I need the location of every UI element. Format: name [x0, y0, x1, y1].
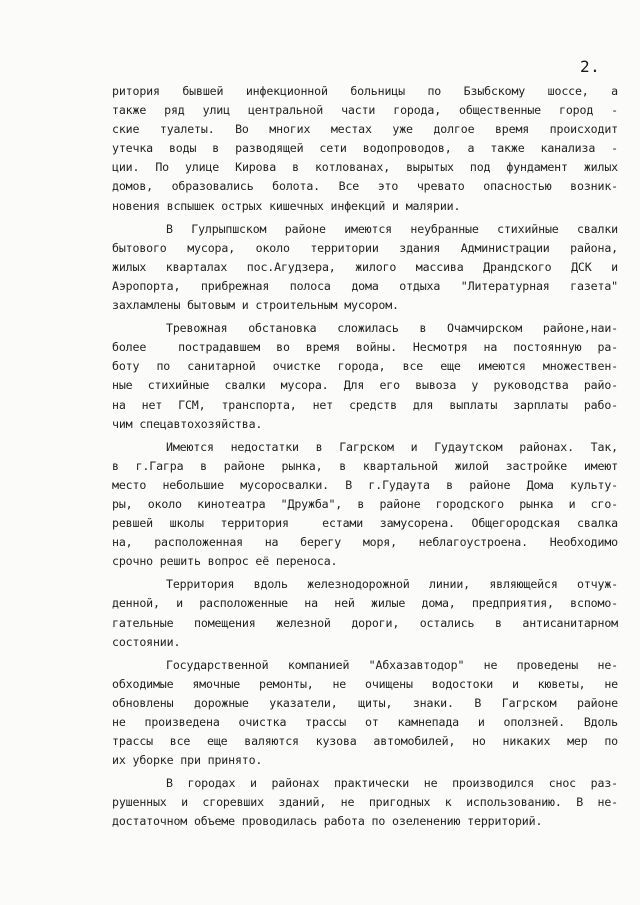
text-line: Имеются недостатки в Гагрском и Гудаутском районах. Так, — [166, 439, 618, 454]
text-line: в г.Гагра в районе рынка, в квартальной жилой застройке имеют — [112, 458, 618, 473]
text-line: ры, около кинотеатра "Дружба", в районе городского рынка и сго- — [112, 496, 618, 511]
text-line: домов, образовались болота. Все это чревато опасностью возник- — [112, 179, 618, 194]
paragraph — [112, 575, 618, 651]
page-number: 2. — [580, 57, 601, 76]
text-line: обходимые ямочные ремонты, не очищены водостоки и кюветы, не — [112, 676, 618, 691]
text-line: В городах и районах практически не производился снос раз- — [166, 776, 618, 791]
text-line: срочно решить вопрос её переноса. — [112, 554, 338, 569]
text-line: бытового мусора, около территории здания Администрации района, — [112, 240, 618, 255]
text-line: достаточном объеме проводилась работа по озеленению территорий. — [112, 814, 543, 829]
text-line: Территория вдоль железнодорожной линии, являющейся отчуж- — [166, 577, 618, 592]
document-body — [112, 82, 618, 832]
text-line: не произведена очистка трассы от камнепада и оползней. Вдоль — [112, 715, 618, 729]
text-line: на нет ГСМ, транспорта, нет средств для выплаты зарплаты рабо- — [112, 397, 618, 412]
text-line: денной, и расположенные на ней жилые дома, предприятия, вспомо- — [112, 596, 618, 611]
paragraph — [112, 82, 618, 216]
text-line: Аэропорта, прибрежная полоса дома отдыха "Литературная газета" — [112, 278, 618, 293]
text-line: гательные помещения железной дороги, остались в антисанитарном — [112, 615, 618, 630]
text-line: рушенных и сгоревших зданий, не пригодных к использованию. В не- — [112, 795, 618, 810]
text-line: Государственной компанией "Абхазавтодор" не проведены не- — [166, 657, 618, 672]
text-line: также ряд улиц центральной части города, общественные город - — [112, 103, 618, 118]
text-line: обновлены дорожные указатели, щиты, знаки. В Гагрском районе — [112, 695, 618, 710]
paragraph — [112, 774, 618, 831]
text-line: Тревожная обстановка сложилась в Очамчирском районе,наи- — [166, 321, 618, 336]
text-line: боту по санитарной очистке города, все еще имеются множествен- — [112, 359, 618, 374]
paragraph — [112, 656, 618, 771]
text-line: ные стихийные свалки мусора. Для его вывоза у руководства райо- — [112, 378, 618, 393]
paragraph — [112, 319, 618, 434]
text-line: их уборке при принято. — [112, 753, 263, 768]
paragraph — [112, 438, 618, 572]
text-line: утечка воды в разводящей сети водопроводов, а также канализа - — [112, 141, 618, 156]
text-line: В Гулрыпшском районе имеются неубранные стихийные свалки — [166, 221, 618, 236]
text-line: более пострадавшем во время войны. Несмотря на постоянную ра- — [112, 340, 618, 355]
text-line: ции. По улице Кирова в котлованах, вырытых под фундамент жилых — [112, 160, 618, 175]
text-line: чим спецавтохозяйства. — [112, 416, 263, 431]
text-line: ритория бывшей инфекционной больницы по Бзыбскому шоссе, а — [112, 84, 618, 98]
text-line: место небольшие мусоросвалки. В г.Гудаута в районе Дома культу- — [112, 477, 618, 492]
text-line: состоянии. — [112, 634, 181, 649]
text-line: жилых кварталах пос.Агудзера, жилого массива Драндского ДСК и — [112, 259, 618, 274]
paragraph — [112, 220, 618, 315]
text-line: новения вспышек острых кишечных инфекций и малярии. — [112, 198, 461, 213]
text-line: ские туалеты. Во многих местах уже долгое время происходит — [112, 122, 618, 137]
text-line: захламлены бытовым и строительным мусором. — [112, 298, 399, 313]
text-line: на, расположенная на берегу моря, неблагоустроена. Необходимо — [112, 535, 618, 550]
text-line: трассы все еще валяются кузова автомобилей, но никаких мер по — [112, 734, 618, 749]
text-line: ревшей школы территория естами замусорена. Общегородская свалка — [112, 516, 618, 531]
